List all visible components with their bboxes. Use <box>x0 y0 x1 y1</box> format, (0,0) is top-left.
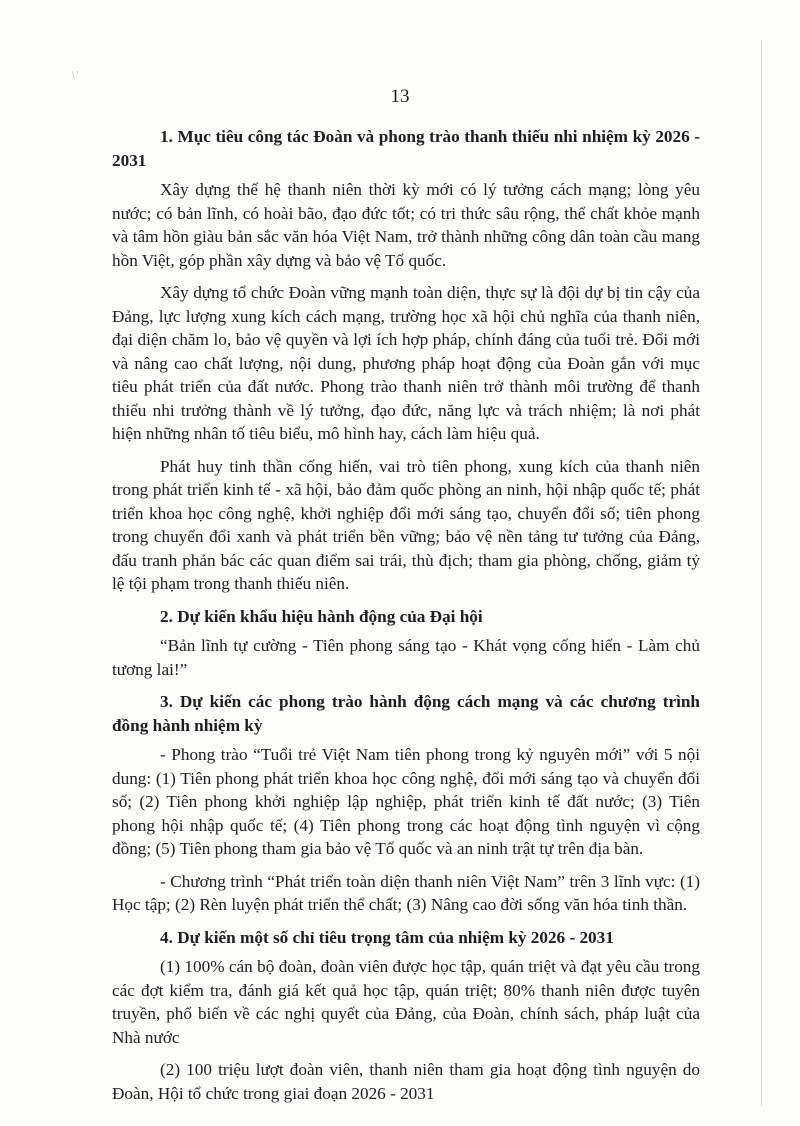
section-1-heading: 1. Mục tiêu công tác Đoàn và phong trào thanh thiếu nhi nhiệm kỳ 2026 - 2031 <box>112 127 700 170</box>
document-body <box>112 125 700 1114</box>
section-4-paragraph: (1) 100% cán bộ đoàn, đoàn viên được học tập, quán triệt và đạt yêu cầu trong các đợt kiểm tra, đánh giá kết quả học tập, quán triệt; 80% thanh niên được tuyên truyền, phổ biến về các nghị quyết của Đảng, của Đoàn, chính sách, pháp luật của Nhà nước <box>112 957 700 1047</box>
section-1-paragraph: Xây dựng thế hệ thanh niên thời kỳ mới có lý tưởng cách mạng; lòng yêu nước; có bản lĩnh, có hoài bão, đạo đức tốt; có tri thức sâu rộng, thể chất khỏe mạnh và tâm hồn giàu bản sắc văn hóa Việt Nam, trở thành những công dân toàn cầu mang hồn Việt, góp phần xây dựng và bảo vệ Tổ quốc. <box>112 180 700 270</box>
section-4-heading: 4. Dự kiến một số chỉ tiêu trọng tâm của nhiệm kỳ 2026 - 2031 <box>160 927 614 947</box>
section-1-paragraph: Xây dựng tổ chức Đoàn vững mạnh toàn diện, thực sự là đội dự bị tin cậy của Đảng, lực lượng xung kích cách mạng, trường học xã hội chủ nghĩa của thanh niên, đại diện chăm lo, bảo vệ quyền và lợi ích hợp pháp, chính đáng của tuổi trẻ. Đổi mới và nâng cao chất lượng, nội dung, phương pháp hoạt động của Đoàn gắn với mục tiêu phát triển của đất nước. Phong trào thanh niên trở thành môi trường để thanh thiếu nhi trưởng thành về lý tưởng, đạo đức, năng lực và trách nhiệm; là nơi phát hiện những nhân tố tiêu biểu, mô hình hay, cách làm hiệu quả. <box>112 283 700 443</box>
section-2-heading: 2. Dự kiến khẩu hiệu hành động của Đại hội <box>160 606 483 626</box>
scan-edge-line <box>761 40 762 1106</box>
page-number: 13 <box>390 86 410 107</box>
section-3-heading: 3. Dự kiến các phong trào hành động cách mạng và các chương trình đồng hành nhiệm kỳ <box>112 692 700 735</box>
section-3-paragraph: - Phong trào “Tuổi trẻ Việt Nam tiên phong trong kỷ nguyên mới” với 5 nội dung: (1) Tiên phong phát triển khoa học công nghệ, đổi mới sáng tạo và chuyển đổi số; (2) Tiên phong khởi nghiệp lập nghiệp, phát triển kinh tế đất nước; (3) Tiên phong hội nhập quốc tế; (4) Tiên phong trong các hoạt động tình nguyện vì cộng đồng; (5) Tiên phong tham gia bảo vệ Tổ quốc và an ninh trật tự trên địa bàn. <box>112 745 700 858</box>
congress-slogan: “Bản lĩnh tự cường - Tiên phong sáng tạo - Khát vọng cống hiến - Làm chủ tương lai!” <box>112 636 700 679</box>
margin-mark: \ ' <box>72 70 79 80</box>
section-1-paragraph: Phát huy tinh thần cống hiến, vai trò tiên phong, xung kích của thanh niên trong phát triển kinh tế - xã hội, bảo đảm quốc phòng an ninh, hội nhập quốc tế; phát triển khoa học công nghệ, khởi nghiệp đổi mới sáng tạo, chuyển đổi số; tiên phong trong chuyển đổi xanh và phát triển bền vững; bảo vệ nền tảng tư tưởng của Đảng, đấu tranh phản bác các quan điểm sai trái, thù địch; tham gia phòng, chống, giảm tỷ lệ tội phạm trong thanh thiếu niên. <box>112 456 700 593</box>
section-4-paragraph: (2) 100 triệu lượt đoàn viên, thanh niên tham gia hoạt động tình nguyện do Đoàn, Hội tổ chức trong giai đoạn 2026 - 2031 <box>112 1060 700 1103</box>
section-3-paragraph: - Chương trình “Phát triển toàn diện thanh niên Việt Nam” trên 3 lĩnh vực: (1) Học tập; (2) Rèn luyện phát triển thể chất; (3) Nâng cao đời sống văn hóa tinh thần. <box>112 871 700 914</box>
